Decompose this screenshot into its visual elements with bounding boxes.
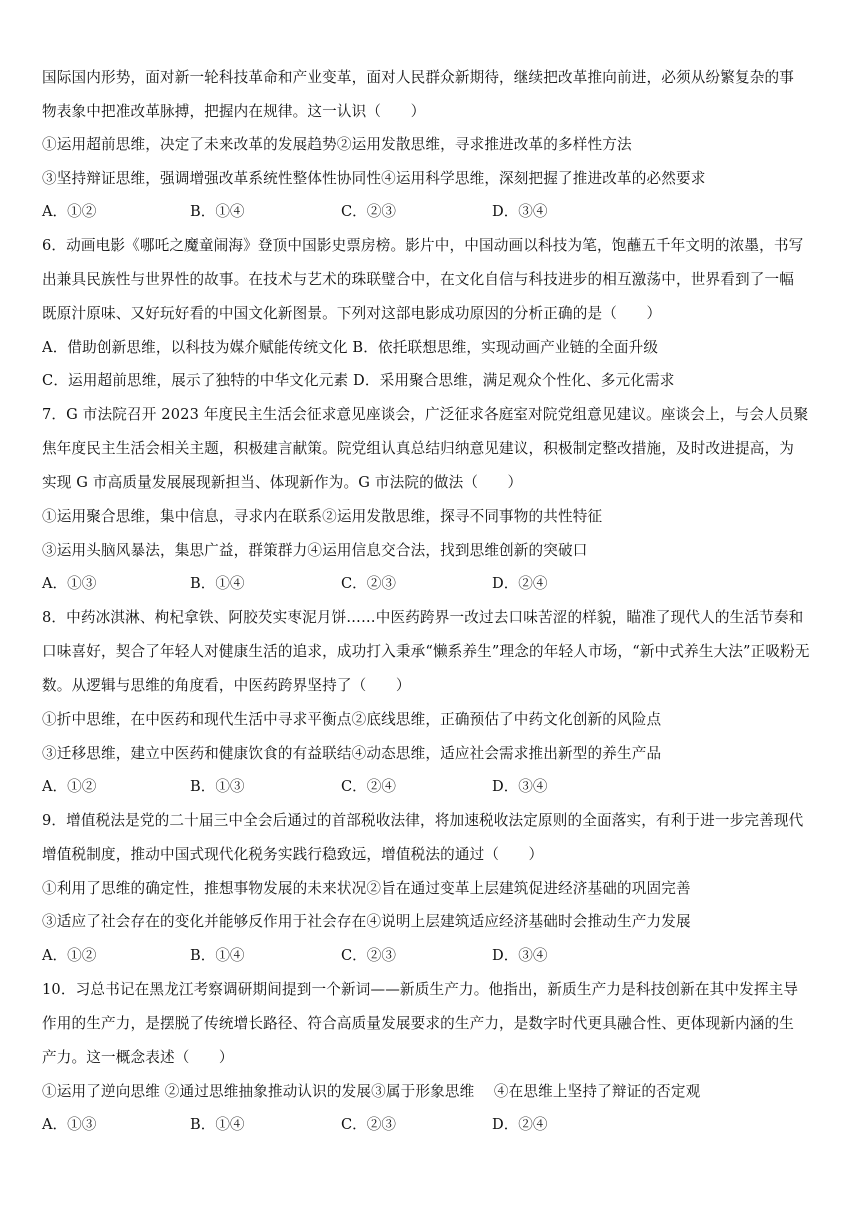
question-5-options [42,200,742,224]
question-10-text-line-3: 产力。这一概念表述（ ） [42,1049,234,1066]
option-a[interactable]: A．①② [42,778,97,795]
option-d[interactable]: D．③④ [492,203,548,220]
question-8-options [42,775,742,799]
question-7-statements-1-2: ①运用聚合思维，集中信息，寻求内在联系②运用发散思维，探寻不同事物的共性特征 [42,508,603,525]
question-9-statements-1-2: ①利用了思维的确定性，推想事物发展的未来状况②旨在通过变革上层建筑促进经济基础的巩固完善 [42,880,691,897]
question-9-options [42,944,742,968]
question-7-statements-3-4: ③运用头脑风暴法，集思广益，群策群力④运用信息交合法，找到思维创新的突破口 [42,542,588,559]
option-b[interactable]: B．①④ [190,203,245,220]
question-5-text-line-2: 物表象中把准改革脉搏，把握内在规律。这一认识（ ） [42,103,426,120]
question-6-options-c-d[interactable]: C．运用超前思维，展示了独特的中华文化元素 D．采用聚合思维，满足观众个性化、多元化需求 [42,372,675,389]
question-5-statements-3-4: ③坚持辩证思维，强调增强改革系统性整体性协同性④运用科学思维，深刻把握了推进改革的必然要求 [42,170,706,187]
question-10-statements: ①运用了逆向思维 ②通过思维抽象推动认识的发展③属于形象思维 ④在思维上坚持了辩证的否定观 [42,1083,701,1100]
question-6-text-line-2: 出兼具民族性与世界性的故事。在技术与艺术的珠联璧合中，在文化自信与科技进步的相互激荡中，世界看到了一幅 [42,271,794,288]
question-9-text-line-2: 增值税制度，推动中国式现代化税务实践行稳致远，增值税法的通过（ ） [42,846,544,863]
question-6-text-line-1: 6．动画电影《哪吒之魔童闹海》登顶中国影史票房榜。影片中，中国动画以科技为笔，饱蘸五千年文明的浓墨，书写 [42,237,804,254]
option-c[interactable]: C．②③ [341,1116,396,1133]
option-b[interactable]: B．①④ [190,1116,245,1133]
option-a[interactable]: A．①③ [42,575,97,592]
question-9-statements-3-4: ③适应了社会存在的变化并能够反作用于社会存在④说明上层建筑适应经济基础时会推动生产力发展 [42,913,691,930]
question-5-statements-1-2: ①运用超前思维，决定了未来改革的发展趋势②运用发散思维，寻求推进改革的多样性方法 [42,136,632,153]
option-a[interactable]: A．①② [42,947,97,964]
question-7-text-line-1: 7．G 市法院召开 2023 年度民主生活会征求意见座谈会，广泛征求各庭室对院党组意见建议。座谈会上，与会人员聚 [42,406,809,423]
question-7-options [42,572,742,596]
question-8-statements-3-4: ③迁移思维，建立中医药和健康饮食的有益联结④动态思维，适应社会需求推出新型的养生产品 [42,745,662,762]
question-7-text-line-3: 实现 G 市高质量发展展现新担当、体现新作为。G 市法院的做法（ ） [42,474,523,491]
option-d[interactable]: D．③④ [492,778,548,795]
option-a[interactable]: A．①③ [42,1116,97,1133]
question-8-text-line-3: 数。从逻辑与思维的角度看，中医药跨界坚持了（ ） [42,677,411,694]
option-a[interactable]: A．①② [42,203,97,220]
question-9-text-line-1: 9．增值税法是党的二十届三中全会后通过的首部税收法律，将加速税收法定原则的全面落实，有利于进一步完善现代 [42,812,804,829]
question-8-statements-1-2: ①折中思维，在中医药和现代生活中寻求平衡点②底线思维，正确预估了中药文化创新的风险点 [42,711,662,728]
option-d[interactable]: D．②④ [492,575,548,592]
question-10-options [42,1113,742,1137]
option-b[interactable]: B．①③ [190,778,245,795]
question-8-text-line-1: 8．中药冰淇淋、枸杞拿铁、阿胶芡实枣泥月饼……中医药跨界一改过去口味苦涩的样貌，瞄准了现代人的生活节奏和 [42,609,804,626]
option-c[interactable]: C．②④ [341,778,396,795]
question-5-text-line-1: 国际国内形势，面对新一轮科技革命和产业变革，面对人民群众新期待，继续把改革推向前进，必须从纷繁复杂的事 [42,69,794,86]
option-d[interactable]: D．②④ [492,1116,548,1133]
option-c[interactable]: C．②③ [341,575,396,592]
question-7-text-line-2: 焦年度民主生活会相关主题，积极建言献策。院党组认真总结归纳意见建议，积极制定整改措施，及时改进提高，为 [42,440,794,457]
question-8-text-line-2: 口味喜好，契合了年轻人对健康生活的追求，成功打入秉承“懒系养生”理念的年轻人市场，“新中式养生大法”正吸粉无 [42,643,810,660]
option-d[interactable]: D．③④ [492,947,548,964]
option-c[interactable]: C．②③ [341,203,396,220]
option-b[interactable]: B．①④ [190,947,245,964]
question-10-text-line-2: 作用的生产力，是摆脱了传统增长路径、符合高质量发展要求的生产力，是数字时代更具融合性、更体现新内涵的生 [42,1015,794,1032]
option-b[interactable]: B．①④ [190,575,245,592]
question-10-text-line-1: 10．习总书记在黑龙江考察调研期间提到一个新词——新质生产力。他指出，新质生产力是科技创新在其中发挥主导 [42,981,799,998]
question-6-text-line-3: 既原汁原味、又好玩好看的中国文化新图景。下列对这部电影成功原因的分析正确的是（ ） [42,305,662,322]
option-c[interactable]: C．②③ [341,947,396,964]
question-6-options-a-b[interactable]: A．借助创新思维，以科技为媒介赋能传统文化 B．依托联想思维，实现动画产业链的全面升级 [42,339,659,356]
